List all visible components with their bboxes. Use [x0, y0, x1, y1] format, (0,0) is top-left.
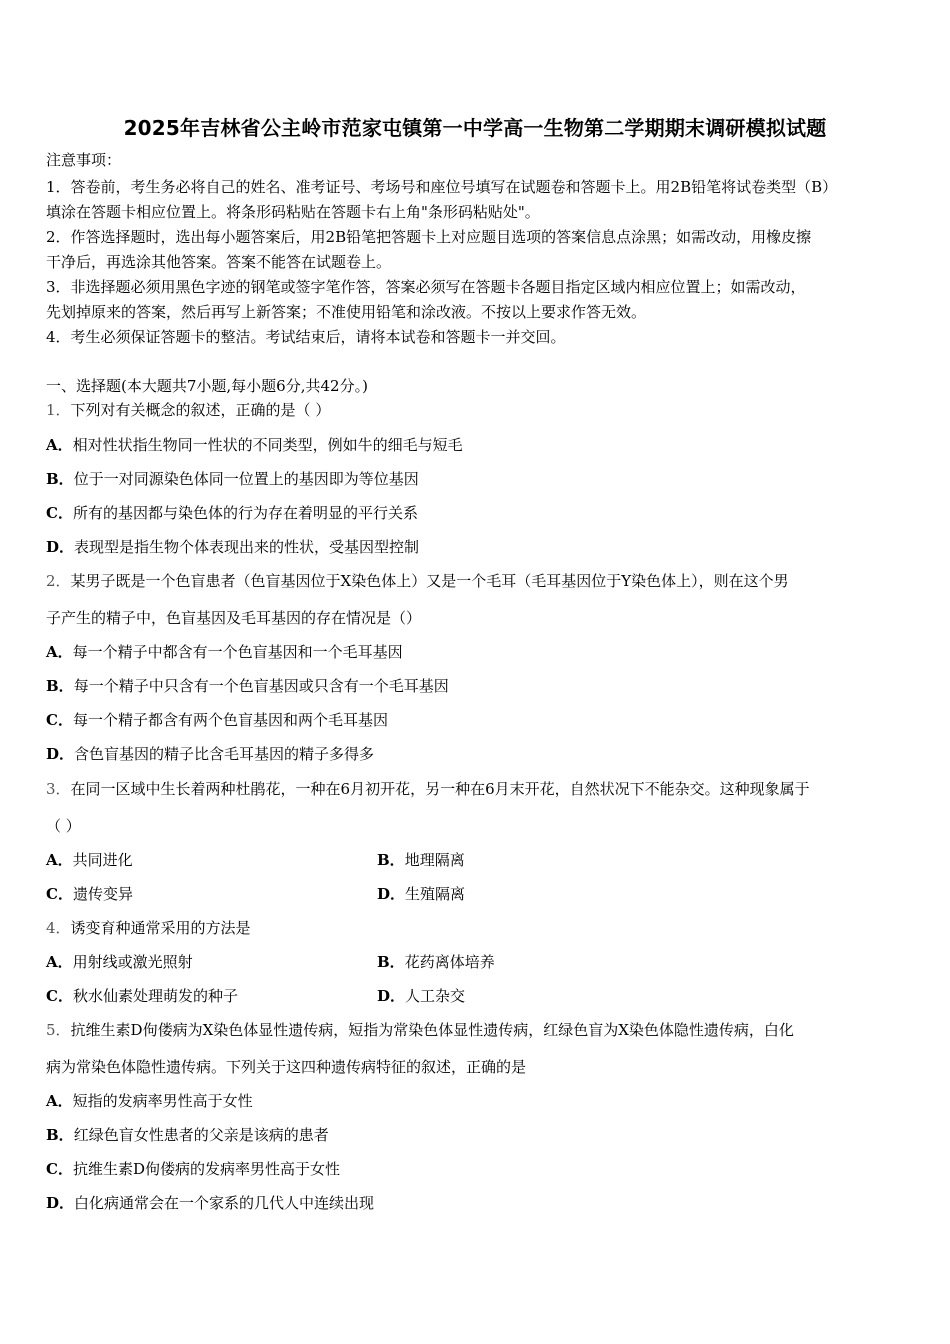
question-stem-cont: （ ） — [46, 817, 81, 835]
notice-line: 3．非选择题必须用黑色字迹的钢笔或签字笔作答，答案必须写在答题卡各题目指定区域内相应位置上；如需改动， — [46, 278, 806, 296]
notice-line: 先划掉原来的答案，然后再写上新答案；不准使用铅笔和涂改液。不按以上要求作答无效。 — [46, 303, 647, 321]
option-a: A．每一个精子中都含有一个色盲基因和一个毛耳基因 — [46, 643, 403, 661]
option-a: A．短指的发病率男性高于女性 — [46, 1092, 253, 1110]
notice-line: 2．作答选择题时，选出每小题答案后，用2B铅笔把答题卡上对应题目选项的答案信息点涂黑；如需改动，用橡皮擦 — [46, 228, 812, 246]
section-heading: 一、选择题(本大题共7小题,每小题6分,共42分。) — [46, 377, 368, 395]
option-c: C．秋水仙素处理萌发的种子 — [46, 987, 238, 1005]
option-c: C．所有的基因都与染色体的行为存在着明显的平行关系 — [46, 504, 418, 522]
notice-line: 4．考生必须保证答题卡的整洁。考试结束后，请将本试卷和答题卡一并交回。 — [46, 328, 566, 346]
option-b: B．红绿色盲女性患者的父亲是该病的患者 — [46, 1126, 329, 1144]
option-c: C．遗传变异 — [46, 885, 133, 903]
question-stem: 2．某男子既是一个色盲患者（色盲基因位于X染色体上）又是一个毛耳（毛耳基因位于Y染色体上），则在这个男 — [46, 572, 789, 590]
option-b: B．花药离体培养 — [377, 953, 495, 971]
option-a: A．用射线或激光照射 — [46, 953, 193, 971]
question-number: 5． — [46, 1021, 71, 1039]
option-a: A．相对性状指生物同一性状的不同类型，例如牛的细毛与短毛 — [46, 436, 463, 454]
option-c: C．每一个精子都含有两个色盲基因和两个毛耳基因 — [46, 711, 388, 729]
question-stem-cont: 病为常染色体隐性遗传病。下列关于这四种遗传病特征的叙述，正确的是 — [46, 1058, 527, 1076]
notice-heading: 注意事项： — [46, 151, 122, 169]
option-d: D．生殖隔离 — [377, 885, 466, 903]
question-stem-cont: 子产生的精子中，色盲基因及毛耳基因的存在情况是（） — [46, 609, 422, 627]
notice-line: 填涂在答题卡相应位置上。将条形码粘贴在答题卡右上角"条形码粘贴处"。 — [46, 203, 540, 221]
option-d: D．含色盲基因的精子比含毛耳基因的精子多得多 — [46, 745, 375, 763]
question-stem: 3．在同一区域中生长着两种杜鹃花，一种在6月初开花，另一种在6月末开花，自然状况下不能杂交。这种现象属于 — [46, 780, 810, 798]
question-number: 3． — [46, 780, 71, 798]
option-a: A．共同进化 — [46, 851, 133, 869]
question-stem: 4．诱变育种通常采用的方法是 — [46, 919, 251, 937]
question-stem: 5．抗维生素D佝偻病为X染色体显性遗传病，短指为常染色体显性遗传病，红绿色盲为X染色体隐性遗传病，白化 — [46, 1021, 794, 1039]
option-d: D．表现型是指生物个体表现出来的性状，受基因型控制 — [46, 538, 420, 556]
question-number: 1． — [46, 401, 71, 419]
option-b: B．地理隔离 — [377, 851, 465, 869]
page-title: 2025年吉林省公主岭市范家屯镇第一中学高一生物第二学期期末调研模拟试题 — [123, 116, 827, 140]
option-d: D．人工杂交 — [377, 987, 466, 1005]
question-stem: 1．下列对有关概念的叙述，正确的是（ ） — [46, 401, 331, 419]
question-number: 2． — [46, 572, 71, 590]
question-number: 4． — [46, 919, 71, 937]
option-b: B．位于一对同源染色体同一位置上的基因即为等位基因 — [46, 470, 419, 488]
option-d: D．白化病通常会在一个家系的几代人中连续出现 — [46, 1194, 375, 1212]
notice-line: 干净后，再选涂其他答案。答案不能答在试题卷上。 — [46, 253, 392, 271]
notice-line: 1．答卷前，考生务必将自己的姓名、准考证号、考场号和座位号填写在试题卷和答题卡上。用2B铅笔将试卷类型（B） — [46, 178, 838, 196]
option-b: B．每一个精子中只含有一个色盲基因或只含有一个毛耳基因 — [46, 677, 449, 695]
option-c: C．抗维生素D佝偻病的发病率男性高于女性 — [46, 1160, 340, 1178]
